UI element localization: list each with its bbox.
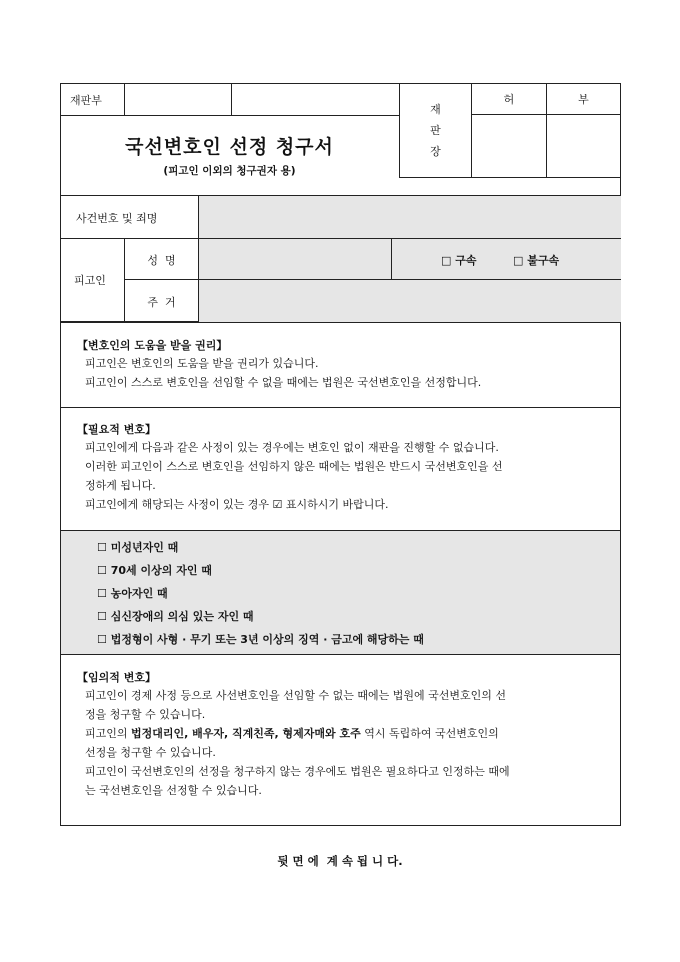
defendant-label-cell <box>60 239 125 322</box>
case-label: 사건번호 및 죄명 <box>76 212 158 225</box>
checklist-item[interactable]: ☐ 법정형이 사형 · 무기 또는 3년 이상의 징역 · 금고에 해당하는 때 <box>97 633 424 646</box>
checked-box-icon: ☑ <box>272 498 283 511</box>
detained-checkbox[interactable]: □ 구속 <box>441 254 477 267</box>
rights-line-2: 피고인이 스스로 변호인을 선임할 수 없을 때에는 법원은 국선변호인을 선정합니다. <box>85 376 482 389</box>
checkbox-icon: ☐ <box>97 564 107 577</box>
eligible-claimants: 법정대리인, 배우자, 직계친족, 형제자매와 호주 <box>131 727 361 740</box>
rights-section <box>60 322 621 407</box>
case-value-input[interactable] <box>199 196 621 239</box>
checkbox-icon: ☐ <box>97 633 107 646</box>
optional-line-3: 피고인의 법정대리인, 배우자, 직계친족, 형제자매와 호주 역시 독립하여 국선변호인의 <box>85 727 499 740</box>
name-label: 성 명 <box>147 254 176 267</box>
address-value-input[interactable] <box>199 280 621 322</box>
optional-heading: 【임의적 변호】 <box>77 671 156 684</box>
optional-line-1: 피고인이 경제 사정 등으로 사선변호인을 선임할 수 없는 때에는 법원에 국선변호인의 선 <box>85 689 506 702</box>
checklist-item[interactable]: ☐ 심신장애의 의심 있는 자인 때 <box>97 610 254 623</box>
form-title: 국선변호인 선정 청구서 <box>125 136 334 158</box>
judge-label-cell <box>399 83 472 178</box>
not-detained-checkbox[interactable]: □ 불구속 <box>513 254 560 267</box>
checkbox-icon: ☐ <box>97 541 107 554</box>
checklist-item[interactable]: ☐ 미성년자인 때 <box>97 541 179 554</box>
approve-sign-cell[interactable] <box>472 115 547 178</box>
optional-line-4: 선정을 청구할 수 있습니다. <box>85 746 216 759</box>
court-value-cell[interactable] <box>125 83 232 116</box>
reject-header-cell <box>547 83 621 115</box>
approve-label: 허 <box>503 93 515 106</box>
detention-status-cell <box>392 239 621 280</box>
address-label: 주 거 <box>147 296 176 309</box>
name-value-input[interactable] <box>199 239 392 280</box>
mandatory-line-1: 피고인에게 다음과 같은 사정이 있는 경우에는 변호인 없이 재판을 진행할 수 없습니다. <box>85 441 499 454</box>
mandatory-line-3: 정하게 됩니다. <box>85 479 156 492</box>
checkbox-icon: ☐ <box>97 587 107 600</box>
mandatory-section <box>60 407 621 530</box>
checkbox-icon: ☐ <box>97 610 107 623</box>
defendant-label: 피고인 <box>74 274 106 287</box>
name-label-cell <box>125 239 199 280</box>
rights-line-1: 피고인은 변호인의 도움을 받을 권리가 있습니다. <box>85 357 319 370</box>
continued-on-back-note: 뒷 면 에 계 속 됩 니 다. <box>277 854 403 868</box>
judge-label: 재 판 장 <box>430 103 441 158</box>
optional-line-5: 피고인이 국선변호인의 선정을 청구하지 않는 경우에도 법원은 필요하다고 인정하는 때에 <box>85 765 510 778</box>
checklist-item[interactable]: ☐ 70세 이상의 자인 때 <box>97 564 212 577</box>
reject-label: 부 <box>578 93 589 106</box>
mandatory-checklist <box>60 530 621 654</box>
mandatory-heading: 【필요적 변호】 <box>77 423 156 436</box>
court-label: 재판부 <box>70 94 102 107</box>
checklist-item[interactable]: ☐ 농아자인 때 <box>97 587 168 600</box>
court-spacer-line <box>232 115 399 116</box>
mandatory-instruction: 피고인에게 해당되는 사정이 있는 경우 ☑ 표시하시기 바랍니다. <box>85 498 389 511</box>
reject-sign-cell[interactable] <box>547 115 621 178</box>
optional-line-6: 는 국선변호인을 선정할 수 있습니다. <box>85 784 262 797</box>
mandatory-line-2: 이러한 피고인이 스스로 변호인을 선임하지 않은 때에는 법원은 반드시 국선변호인을 선 <box>85 460 503 473</box>
court-label-cell <box>60 83 125 116</box>
approve-header-cell <box>472 83 547 115</box>
form-subtitle: (피고인 이외의 청구권자 용) <box>163 165 296 177</box>
rights-heading: 【변호인의 도움을 받을 권리】 <box>77 339 228 352</box>
optional-line-2: 정을 청구할 수 있습니다. <box>85 708 206 721</box>
optional-section <box>60 654 621 826</box>
address-label-cell <box>125 280 199 322</box>
case-label-cell <box>60 196 199 239</box>
